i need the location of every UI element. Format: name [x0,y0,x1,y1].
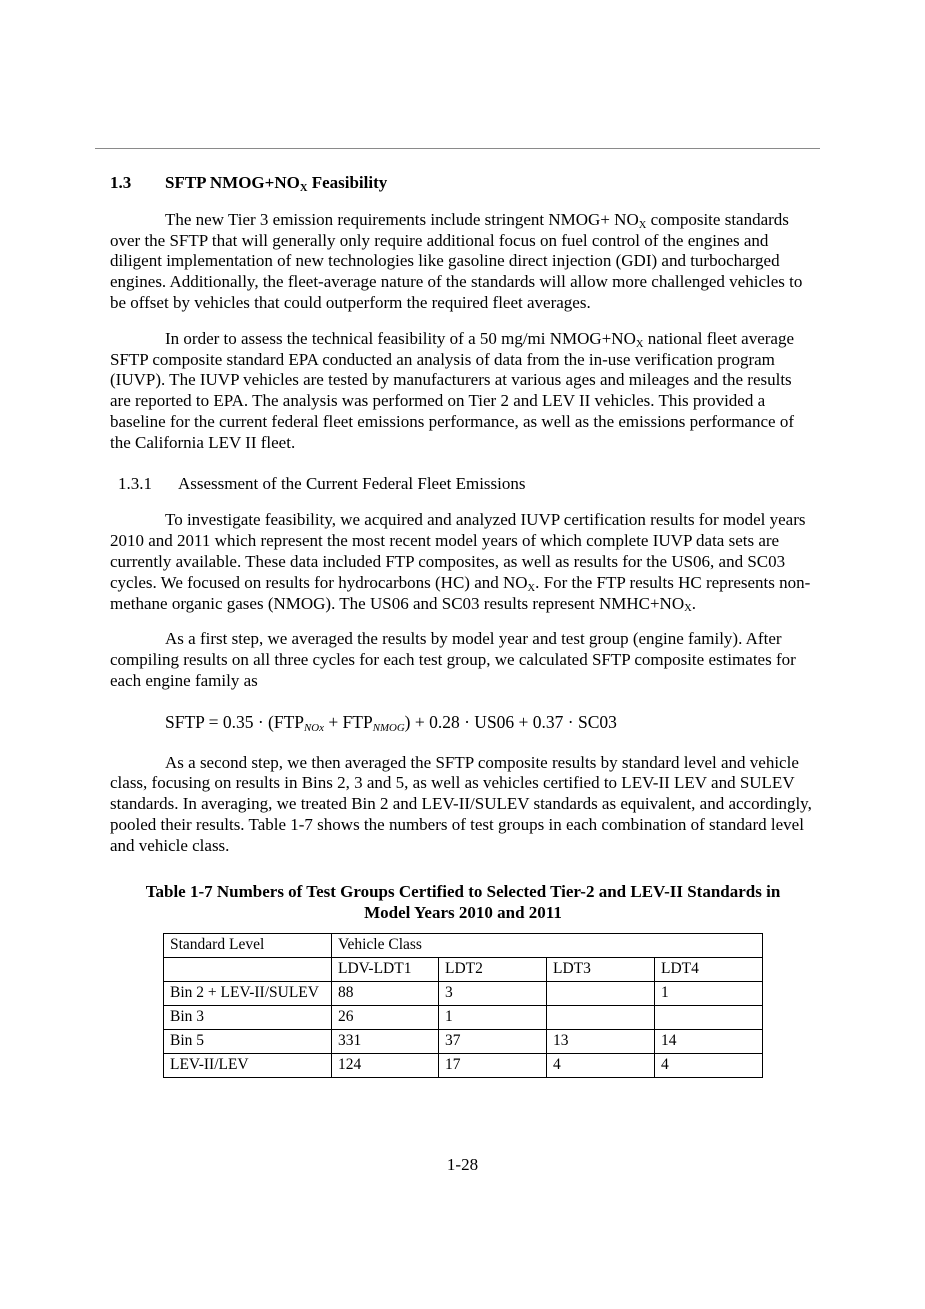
paragraph-3 [110,510,816,614]
text-segment: As a first step, we averaged the results by model year and test group (engine family). After compiling results on all three cycles for each test group, we calculated SFTP composite estimates for each engine family as [110,629,796,690]
table-cell: 1 [439,1005,547,1029]
header-cell-empty [164,957,332,981]
subsection-heading [118,474,816,495]
subscript: X [684,603,692,615]
header-cell: LDT3 [547,957,655,981]
row-label: LEV-II/LEV [164,1053,332,1077]
table-cell: 4 [547,1053,655,1077]
text-segment: SFTP = 0.35 · (FTP [165,711,305,732]
caption-line-2: Model Years 2010 and 2011 [364,902,562,922]
text-segment: composite standards over the SFTP that will generally only require additional focus on fuel control of the engines and diligent implementation of new technologies like gasoline direct injection (GDI) and turbocharged engines. Additionally, the fleet-average nature of the standards will allow more challenged vehicles to be offset by vehicles that could outperform the required fleet averages. [110,209,803,312]
table-row [164,1053,763,1077]
header-cell-standard-level: Standard Level [164,933,332,957]
row-label: Bin 2 + LEV-II/SULEV [164,981,332,1005]
table-cell: 4 [655,1053,763,1077]
paragraph-2 [110,329,816,454]
page-number: 1-28 [446,1155,479,1174]
section-number: 1.3 [110,173,132,192]
row-label: Bin 3 [164,1005,332,1029]
header-cell: LDT2 [439,957,547,981]
caption-line-1: Table 1-7 Numbers of Test Groups Certified to Selected Tier-2 and LEV-II Standards in [145,881,781,901]
table-row [164,1005,763,1029]
paragraph-4 [110,629,816,691]
subscript: X [527,582,536,594]
table-cell: 124 [332,1053,439,1077]
table-cell [547,981,655,1005]
table-cell: 26 [332,1005,439,1029]
paragraph-1 [110,210,816,314]
sftp-composite-formula [165,712,816,733]
table-cell: 331 [332,1029,439,1053]
table-row [164,981,763,1005]
text-segment: SFTP NMOG+NO [165,173,300,192]
text-segment: ) + 0.28 · US06 + 0.37 · SC03 [404,711,617,732]
header-cell-vehicle-class: Vehicle Class [332,933,763,957]
table-cell: 37 [439,1029,547,1053]
text-segment: As a second step, we then averaged the SFTP composite results by standard level and vehicle class, focusing on results in Bins 2, 3 and 5, as well as vehicles certified to LEV-II LEV and SULEV standards. In averaging, we treated Bin 2 and LEV-II/SULEV standards as equivalent, and accordingly, pooled their results. Table 1-7 shows the numbers of test groups in each combination of standard level and vehicle class. [110,752,812,855]
table-caption [110,881,816,923]
table-header-row [164,933,763,957]
table-cell: 3 [439,981,547,1005]
text-segment: + FTP [323,711,373,732]
table-cell [655,1005,763,1029]
text-segment: To investigate feasibility, we acquired and analyzed IUVP certification results for model years 2010 and 2011 which represent the most recent model years of which complete IUVP data sets are currently available. These data included FTP composites, as well as results for the US06, and SC03 cycles. We focused on results for hydrocarbons (HC) and NO [110,510,806,592]
table-cell: 14 [655,1029,763,1053]
subscript: X [299,182,308,194]
subscript: NOx [304,721,324,734]
header-cell: LDT4 [655,957,763,981]
text-segment: Feasibility [307,173,388,192]
text-segment: . [691,593,696,613]
table-row [164,1029,763,1053]
test-groups-table [163,933,763,1078]
subscript: NMOG [372,721,405,734]
text-segment: In order to assess the technical feasibility of a 50 mg/mi NMOG+NO [165,328,636,348]
table-cell: 13 [547,1029,655,1053]
text-segment: . For the FTP results HC represents non-methane organic gases (NMOG). The US06 and SC03 results represent NMHC+NO [110,572,811,613]
row-label: Bin 5 [164,1029,332,1053]
text-segment: national fleet average SFTP composite standard EPA conducted an analysis of data from the in-use verification program (IUVP). The IUVP vehicles are tested by manufacturers at various ages and mileages and the results are reported to EPA. The analysis was performed on Tier 2 and LEV II vehicles. This provided a baseline for the current federal fleet emissions performance, as well as the emissions performance of the California LEV II fleet. [110,328,795,452]
subscript: X [638,219,647,231]
table-cell: 17 [439,1053,547,1077]
subsection-number: 1.3.1 [118,473,152,493]
subscript: X [635,338,644,350]
section-title [165,173,387,192]
subsection-title: Assessment of the Current Federal Fleet Emissions [178,473,526,493]
header-cell: LDV-LDT1 [332,957,439,981]
paragraph-5 [110,753,816,857]
section-heading [110,173,816,194]
page-content [110,149,816,1078]
table-subheader-row [164,957,763,981]
table-cell [547,1005,655,1029]
text-segment: The new Tier 3 emission requirements include stringent NMOG+ NO [165,209,639,229]
table-cell: 1 [655,981,763,1005]
table-cell: 88 [332,981,439,1005]
